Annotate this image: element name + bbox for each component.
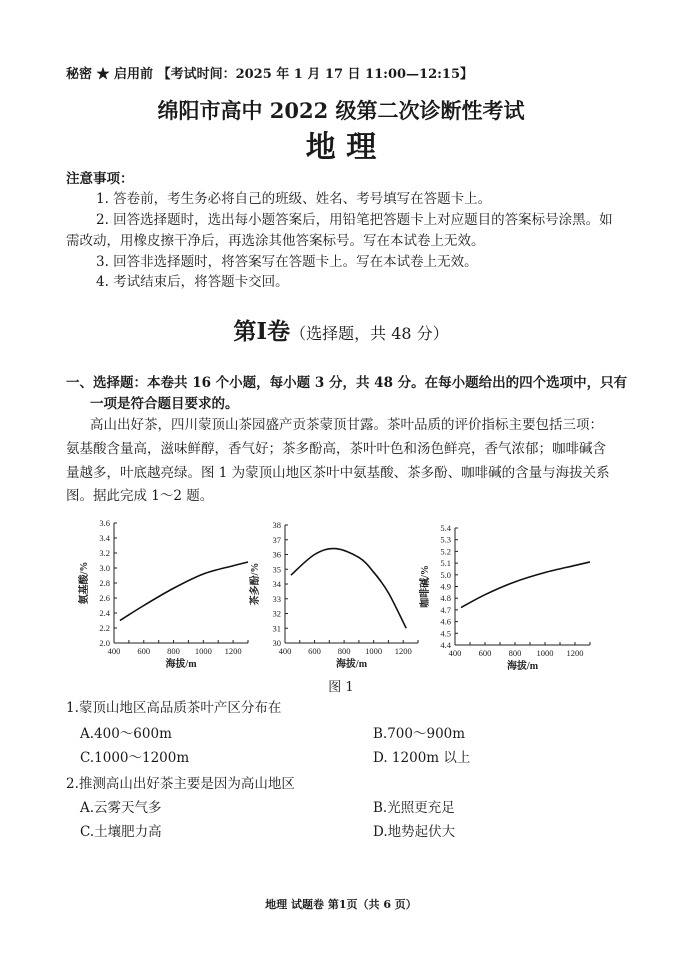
passage-line: 量越多，叶底越亮绿。图 1 为蒙顶山地区茶叶中氨基酸、茶多酚、咖啡碱的含量与海拔关系 — [66, 465, 610, 481]
option-c: C.土壤肥力高 — [80, 824, 162, 840]
confidential-header: 秘密 ★ 启用前 【考试时间：2025 年 1 月 17 日 11:00—12:15】 — [66, 67, 474, 82]
x-axis-label: 海拔/m — [335, 659, 368, 670]
question-stem: 1.蒙顶山地区高品质茶叶产区分布在 — [66, 700, 282, 716]
y-tick-label: 5.4 — [440, 523, 451, 533]
subject-title: 地 理 — [305, 130, 377, 165]
y-tick-label: 34 — [272, 579, 281, 589]
x-tick-label: 800 — [508, 648, 522, 658]
y-tick-label: 2.0 — [99, 638, 110, 648]
part-title: 第Ⅰ卷 — [233, 318, 291, 345]
y-tick-label: 4.8 — [440, 593, 451, 604]
y-tick-label: 4.7 — [440, 604, 451, 615]
y-tick-label: 4.6 — [440, 616, 451, 627]
x-tick-label: 600 — [308, 646, 321, 656]
y-tick-label: 5.1 — [440, 558, 451, 569]
option-b: B.光照更充足 — [373, 800, 455, 816]
part-subtitle: （选择题，共 48 分） — [290, 324, 449, 343]
x-tick-label: 800 — [167, 646, 180, 656]
data-line — [120, 562, 248, 621]
x-tick-label: 400 — [448, 648, 462, 658]
notice-item: 3. 回答非选择题时，将答案写在答题卡上。写在本试卷上无效。 — [96, 254, 478, 270]
x-tick-label: 600 — [137, 646, 151, 656]
x-axis-label: 海拔/m — [506, 661, 539, 672]
figure-1-charts — [0, 510, 682, 690]
section-instruction: 一、选择题：本卷共 16 个小题，每小题 3 分，共 48 分。在每小题给出的四个选项中，只有 — [66, 375, 628, 391]
y-tick-label: 2.4 — [99, 608, 110, 618]
x-tick-label: 600 — [478, 648, 492, 658]
option-c: C.1000～1200m — [80, 750, 190, 766]
x-tick-label: 1000 — [365, 646, 383, 656]
y-tick-label: 4.5 — [440, 628, 451, 639]
y-tick-label: 3.6 — [99, 518, 110, 528]
y-tick-label: 33 — [272, 593, 281, 604]
passage-line: 图。据此完成 1～2 题。 — [66, 488, 214, 504]
y-tick-label: 3.2 — [99, 548, 110, 558]
x-tick-label: 1200 — [394, 646, 412, 656]
section-instruction: 一项是符合题目要求的。 — [90, 396, 239, 412]
option-a: A.400～600m — [80, 726, 172, 742]
y-tick-label: 35 — [272, 564, 281, 575]
y-tick-label: 2.8 — [99, 578, 110, 588]
exam-title: 绵阳市高中 2022 级第二次诊断性考试 — [157, 98, 525, 123]
figure-caption: 图 1 — [328, 680, 354, 695]
part-heading — [0, 318, 682, 349]
data-line — [291, 549, 406, 629]
question-stem: 2.推测高山出好茶主要是因为高山地区 — [66, 776, 295, 792]
y-tick-label: 4.4 — [440, 640, 451, 650]
y-tick-label: 4.9 — [440, 581, 451, 592]
option-a: A.云雾天气多 — [80, 800, 162, 816]
x-tick-label: 1000 — [536, 648, 554, 658]
y-tick-label: 5.0 — [440, 569, 451, 580]
y-tick-label: 37 — [272, 534, 281, 545]
y-tick-label: 2.6 — [99, 593, 110, 603]
page-footer: 地理 试题卷 第1页（共 6 页） — [265, 898, 417, 911]
option-b: B.700～900m — [373, 726, 466, 742]
x-tick-label: 800 — [337, 646, 351, 656]
y-tick-label: 3.0 — [99, 563, 110, 573]
y-tick-label: 2.2 — [99, 623, 110, 633]
y-axis-label: 氨基酸/% — [79, 561, 90, 605]
x-tick-label: 400 — [107, 646, 121, 656]
x-tick-label: 400 — [278, 646, 292, 656]
notice-item: 2. 回答选择题时，选出每小题答案后，用铅笔把答题卡上对应题目的答案标号涂黑。如 — [96, 212, 613, 228]
y-tick-label: 36 — [272, 549, 281, 560]
y-tick-label: 3.4 — [99, 533, 110, 543]
notice-item: 1. 答卷前，考生务必将自己的班级、姓名、考号填写在答题卡上。 — [96, 191, 492, 207]
y-axis-label: 咖啡碱/% — [420, 565, 431, 608]
notice-heading: 注意事项： — [66, 171, 134, 187]
y-tick-label: 31 — [272, 623, 281, 634]
y-tick-label: 5.3 — [440, 534, 451, 545]
x-tick-label: 1200 — [224, 646, 242, 656]
passage-line: 高山出好茶，四川蒙顶山茶园盛产贡茶蒙顶甘露。茶叶品质的评价指标主要包括三项： — [90, 417, 603, 433]
x-tick-label: 1200 — [566, 648, 584, 658]
y-axis-label: 茶多酚/% — [250, 562, 261, 606]
y-tick-label: 38 — [272, 520, 281, 530]
x-axis-label: 海拔/m — [165, 659, 197, 670]
x-tick-label: 1000 — [194, 646, 212, 656]
passage-line: 氨基酸含量高，滋味鲜醇，香气好；茶多酚高，茶叶叶色和汤色鲜亮，香气浓郁；咖啡碱含 — [66, 441, 606, 457]
y-tick-label: 32 — [272, 608, 281, 619]
y-tick-label: 5.2 — [440, 546, 451, 557]
data-line — [461, 562, 590, 608]
notice-item: 需改动，用橡皮擦干净后，再选涂其他答案标号。写在本试卷上无效。 — [66, 233, 485, 249]
y-tick-label: 30 — [272, 638, 281, 648]
notice-item: 4. 考试结束后，将答题卡交回。 — [96, 274, 289, 290]
option-d: D. 1200m 以上 — [373, 750, 471, 766]
option-d: D.地势起伏大 — [373, 824, 456, 840]
